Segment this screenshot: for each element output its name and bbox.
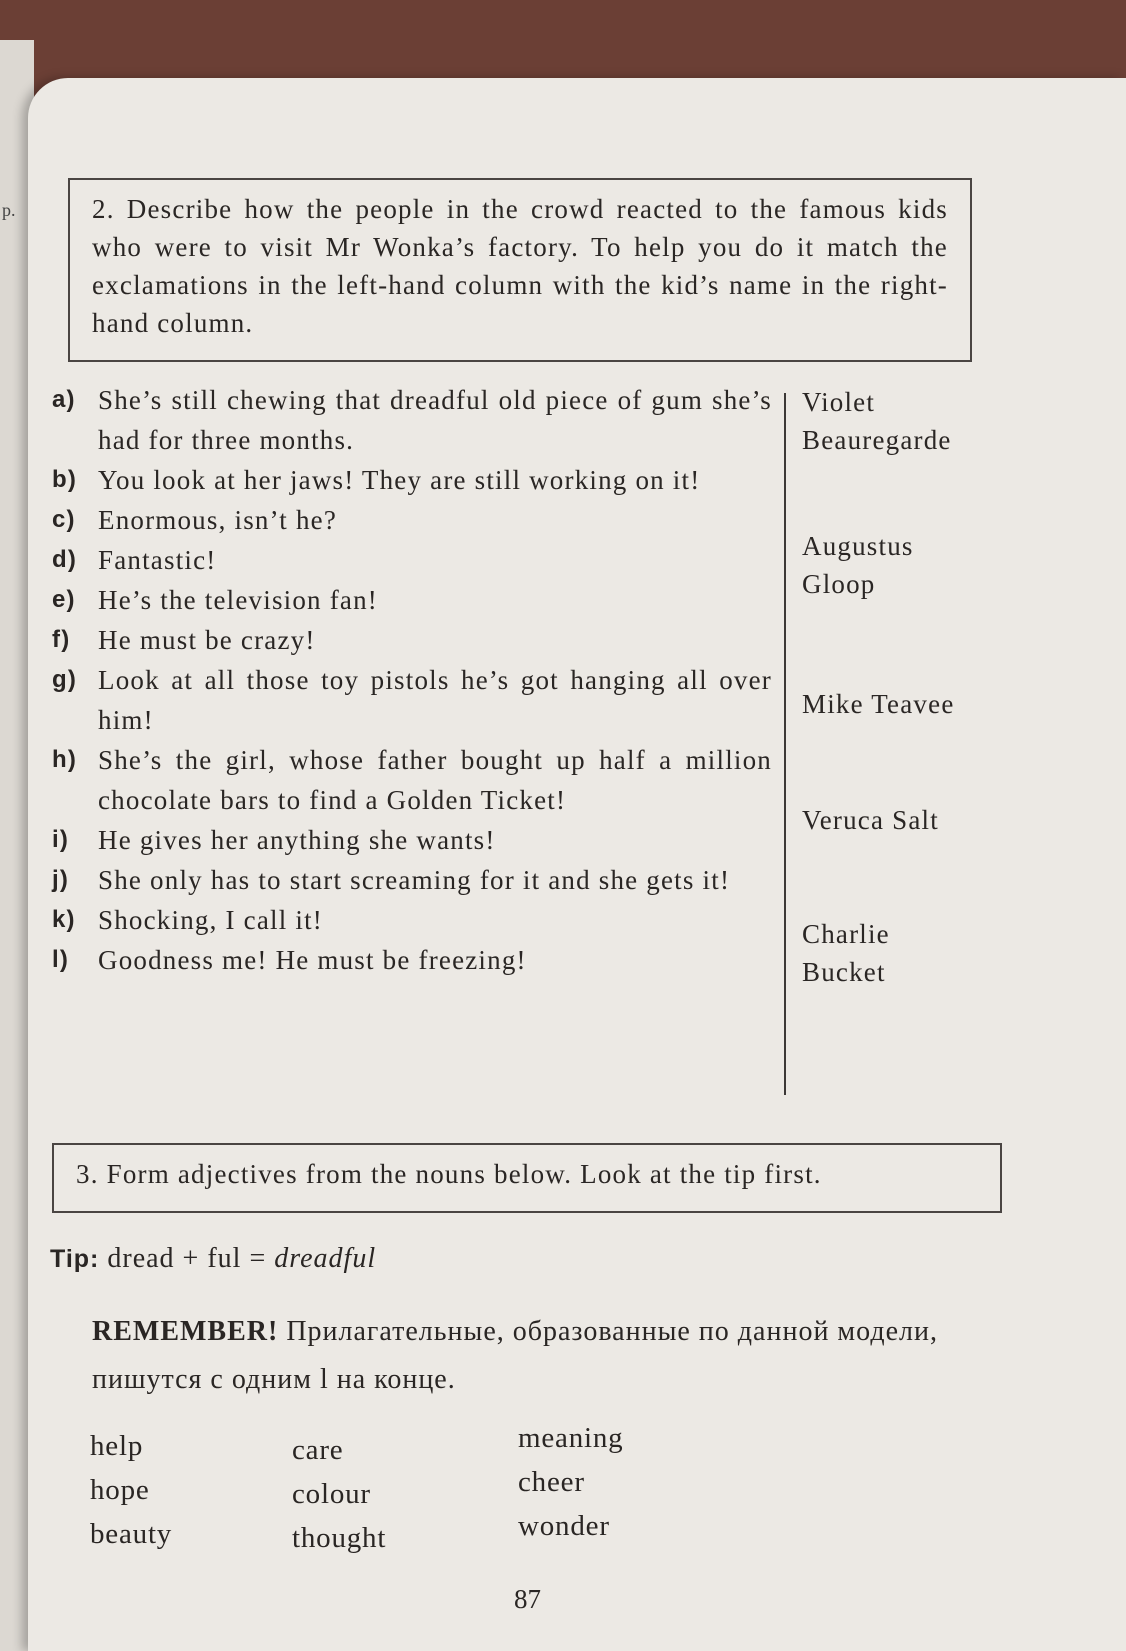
task-3-instructions [52, 1143, 1002, 1213]
noun-word: thought [292, 1522, 387, 1554]
list-item [52, 820, 772, 860]
side-mark: р. [2, 200, 16, 220]
item-text: He gives her anything she wants! [98, 825, 496, 855]
kid-name [802, 801, 1002, 839]
exclamations-list [52, 380, 772, 980]
kid-name-line: Beauregarde [802, 425, 952, 455]
item-label: e) [52, 586, 76, 613]
noun-word: cheer [518, 1466, 585, 1498]
list-item [52, 900, 772, 940]
kid-name-line: Mike Teavee [802, 689, 955, 719]
item-text: He’s the television fan! [98, 585, 378, 615]
item-label: c) [52, 506, 76, 533]
list-item [52, 460, 772, 500]
kid-name-line: Augustus [802, 531, 914, 561]
kid-name [802, 527, 1002, 603]
item-text: She’s still chewing that dreadful old piece of gum she’s had for three months. [98, 385, 772, 455]
kid-name-line: Gloop [802, 569, 876, 599]
tip-formula: dread + ful = [107, 1243, 267, 1274]
tip-line [50, 1243, 376, 1275]
kid-name-line: Bucket [802, 957, 886, 987]
task-2-number: 2. [92, 194, 115, 224]
task-3-text: Form adjectives from the nouns below. Look at the tip first. [106, 1159, 822, 1189]
noun-word: colour [292, 1478, 371, 1510]
item-text: Enormous, isn’t he? [98, 505, 338, 535]
kid-name-line: Veruca Salt [802, 805, 939, 835]
item-label: g) [52, 666, 78, 693]
list-item [52, 940, 772, 980]
item-label: f) [52, 626, 71, 653]
item-label: b) [52, 466, 78, 493]
noun-word: beauty [90, 1518, 173, 1550]
item-label: j) [52, 866, 70, 893]
kid-name [802, 915, 1002, 991]
tip-label: Tip: [50, 1245, 100, 1273]
noun-word: hope [90, 1474, 150, 1506]
book-page [28, 78, 1126, 1651]
noun-word: help [90, 1430, 144, 1462]
list-item [52, 740, 772, 820]
noun-word: care [292, 1434, 344, 1466]
list-item [52, 580, 772, 620]
item-text: You look at her jaws! They are still working on it! [98, 465, 701, 495]
item-label: d) [52, 546, 78, 573]
kid-name-line: Charlie [802, 919, 890, 949]
noun-word: meaning [518, 1422, 624, 1454]
list-item [52, 620, 772, 660]
item-label: a) [52, 386, 76, 413]
remember-note [92, 1308, 1002, 1404]
task-3-number: 3. [76, 1159, 99, 1189]
page-number: 87 [514, 1584, 541, 1614]
task-2-text: Describe how the people in the crowd reacted to the famous kids who were to visit Mr Wonka’s factory. To help you do it match the exclamations in the left-hand column with the kid’s name in the right-hand column. [92, 194, 948, 338]
list-item [52, 660, 772, 740]
list-item [52, 540, 772, 580]
list-item [52, 860, 772, 900]
noun-word: wonder [518, 1510, 610, 1542]
item-text: Shocking, I call it! [98, 905, 323, 935]
item-label: h) [52, 746, 78, 773]
nouns-column [90, 1424, 172, 1556]
item-label: l) [52, 946, 70, 973]
remember-text: Прилагательные, образованные по данной модели, пишутся с одним l на конце. [92, 1316, 938, 1395]
remember-label: REMEMBER! [92, 1316, 279, 1347]
tip-result: dreadful [274, 1243, 377, 1274]
kid-name [802, 383, 1002, 459]
kid-name [802, 685, 1002, 723]
item-text: Goodness me! He must be freezing! [98, 945, 527, 975]
item-label: i) [52, 826, 70, 853]
item-text: She’s the girl, whose father bought up half a million chocolate bars to find a Golden Ticket! [98, 745, 772, 815]
item-text: Fantastic! [98, 545, 217, 575]
column-divider [784, 393, 786, 1095]
item-label: k) [52, 906, 76, 933]
nouns-column [292, 1428, 386, 1560]
list-item [52, 500, 772, 540]
nouns-list [90, 1424, 690, 1574]
item-text: He must be crazy! [98, 625, 316, 655]
item-text: She only has to start screaming for it and she gets it! [98, 865, 731, 895]
nouns-column [518, 1416, 623, 1548]
item-text: Look at all those toy pistols he’s got hanging all over him! [98, 665, 772, 735]
list-item [52, 380, 772, 460]
kid-name-line: Violet [802, 387, 876, 417]
task-2-instructions [68, 178, 972, 362]
